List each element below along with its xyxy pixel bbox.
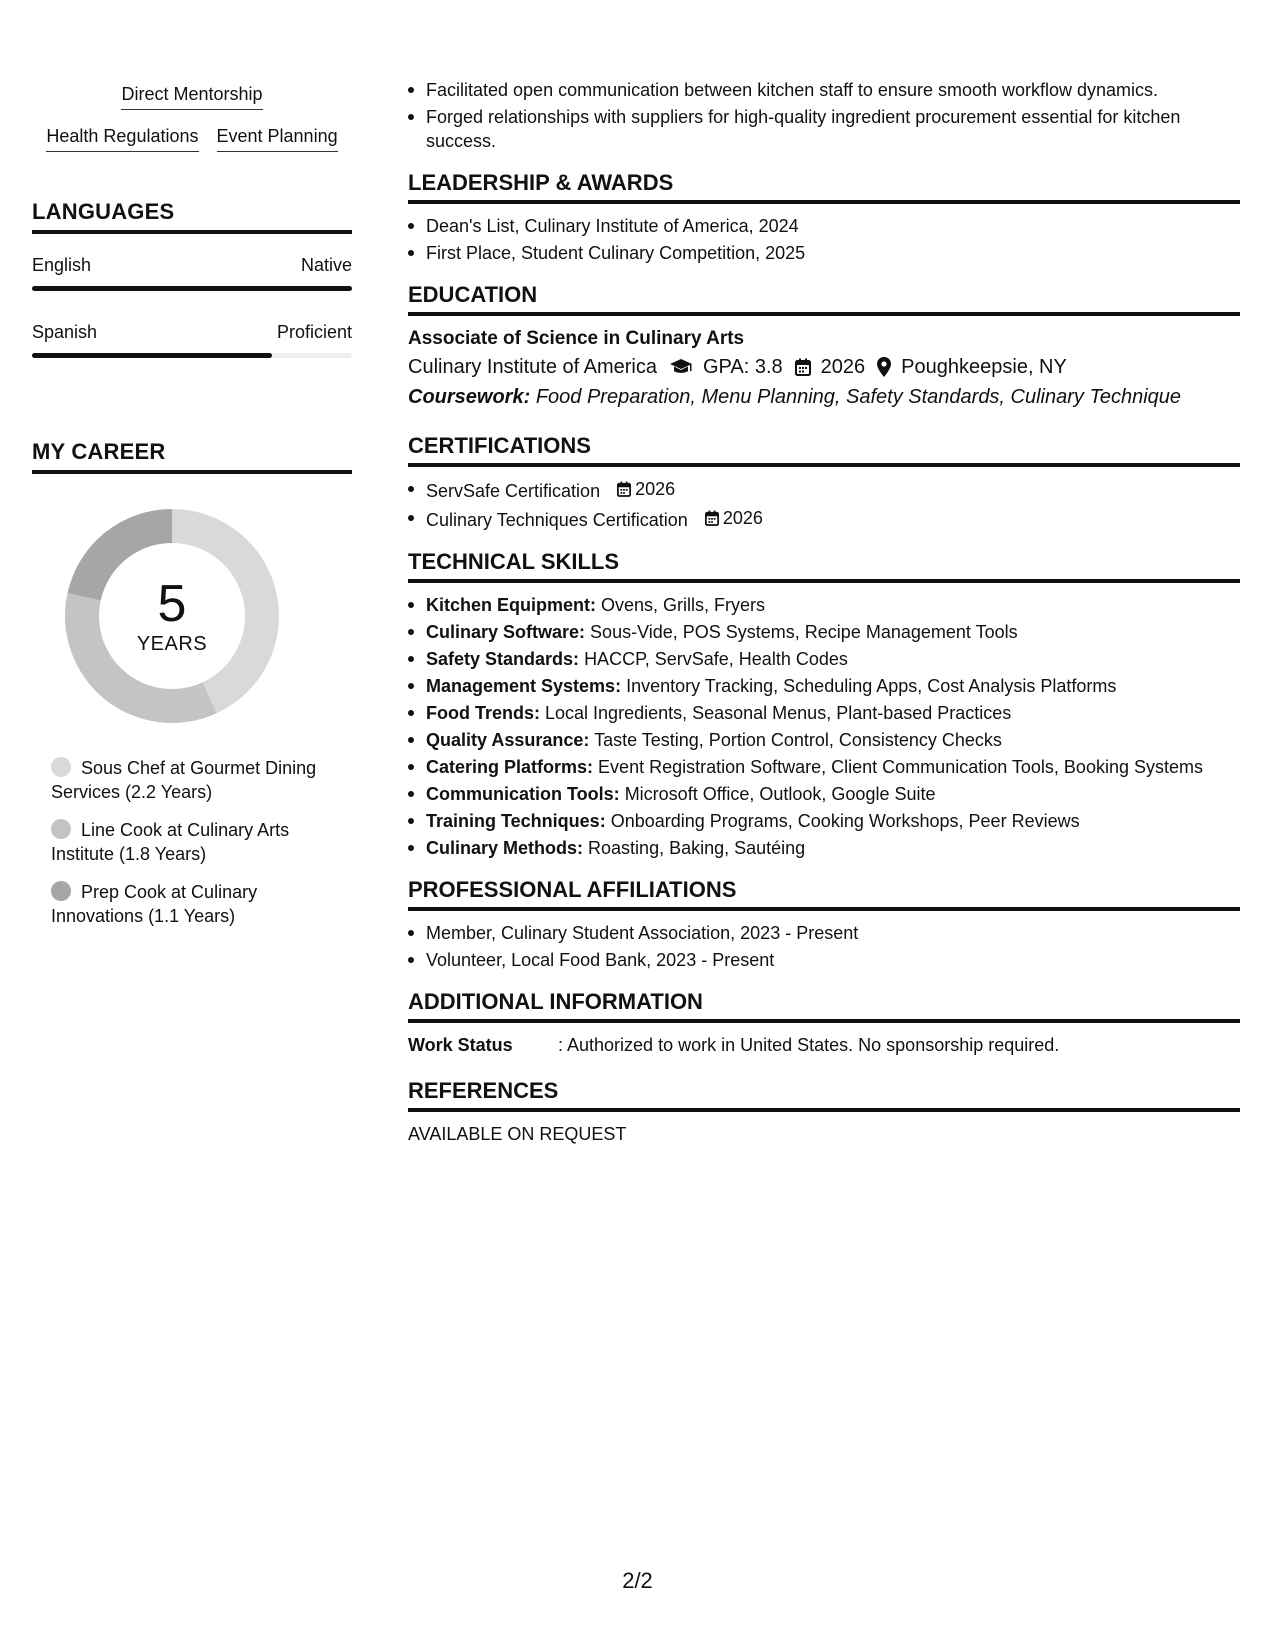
language-item	[32, 254, 352, 291]
skill-value: HACCP, ServSafe, Health Codes	[584, 649, 848, 669]
references-text: AVAILABLE ON REQUEST	[408, 1124, 627, 1144]
calendar-icon	[617, 481, 631, 497]
legend-label: Prep Cook at Culinary Innovations (1.1 Years)	[51, 882, 258, 926]
experience-bullet: Forged relationships with suppliers for high-quality ingredient procurement essential for kitchen success.	[408, 105, 1240, 153]
career-donut-chart	[32, 496, 352, 736]
language-bar-fill	[32, 286, 352, 291]
technical-skill-item	[408, 728, 1240, 752]
coursework-label: Coursework:	[408, 386, 531, 408]
left-column	[32, 82, 352, 942]
language-name: Spanish	[32, 322, 98, 342]
certification-item	[408, 477, 1240, 503]
technical-skill-item	[408, 836, 1240, 860]
skill-label: Communication Tools:	[426, 784, 620, 804]
legend-dot	[51, 881, 71, 901]
page-number: 2/2	[622, 1568, 653, 1593]
skill-value: Local Ingredients, Seasonal Menus, Plant-based Practices	[545, 703, 1012, 723]
technical-skill-item	[408, 782, 1240, 806]
leadership-item: First Place, Student Culinary Competition, 2025	[408, 241, 1240, 265]
skill-tag: Event Planning	[217, 124, 338, 152]
technical-skill-item	[408, 620, 1240, 644]
skill-label: Management Systems:	[426, 676, 622, 696]
certification-year: 2026	[722, 508, 763, 528]
skill-label: Culinary Software:	[426, 622, 586, 642]
references-heading: REFERENCES	[408, 1077, 1240, 1112]
affiliations-heading: PROFESSIONAL AFFILIATIONS	[408, 876, 1240, 911]
skill-value: Onboarding Programs, Cooking Workshops, Peer Reviews	[610, 811, 1080, 831]
technical-skill-item	[408, 701, 1240, 725]
experience-bullet: Facilitated open communication between kitchen staff to ensure smooth workflow dynamics.	[408, 78, 1240, 102]
technical-skill-item	[408, 809, 1240, 833]
education-gpa: GPA: 3.8	[703, 356, 783, 378]
right-column	[408, 78, 1240, 1146]
language-level: Proficient	[276, 322, 352, 342]
education-details	[408, 352, 1240, 382]
leadership-item: Dean's List, Culinary Institute of America, 2024	[408, 214, 1240, 238]
skill-label: Culinary Methods:	[426, 838, 584, 858]
education-heading: EDUCATION	[408, 281, 1240, 316]
leadership-list	[408, 214, 1240, 265]
language-level: Native	[300, 255, 352, 275]
education-school: Culinary Institute of America	[408, 356, 657, 378]
work-status-value: : Authorized to work in United States. No sponsorship required.	[558, 1035, 1060, 1055]
career-total-unit: YEARS	[136, 633, 208, 655]
skill-value: Event Registration Software, Client Communication Tools, Booking Systems	[598, 757, 1203, 777]
career-total-number: 5	[157, 575, 187, 633]
skill-label: Safety Standards:	[426, 649, 580, 669]
legend-dot	[51, 819, 71, 839]
leadership-heading: LEADERSHIP & AWARDS	[408, 169, 1240, 204]
language-bar	[32, 286, 352, 291]
technical-skill-item	[408, 647, 1240, 671]
career-heading: MY CAREER	[32, 438, 352, 474]
legend-item	[51, 756, 341, 804]
legend-label: Line Cook at Culinary Arts Institute (1.8 Years)	[51, 820, 290, 864]
technical-skill-item	[408, 593, 1240, 617]
certification-name: Culinary Techniques Certification	[426, 510, 688, 530]
skill-label: Kitchen Equipment:	[426, 595, 596, 615]
career-legend	[32, 756, 352, 928]
language-bar-fill	[32, 353, 272, 358]
legend-item	[51, 818, 341, 866]
education-year: 2026	[820, 356, 866, 378]
education-degree: Associate of Science in Culinary Arts	[408, 328, 745, 349]
affiliation-item: Member, Culinary Student Association, 2023 - Present	[408, 921, 1240, 945]
skill-value: Roasting, Baking, Sautéing	[588, 838, 806, 858]
skill-label: Quality Assurance:	[426, 730, 590, 750]
calendar-icon	[705, 510, 719, 526]
legend-item	[51, 880, 341, 928]
certification-name: ServSafe Certification	[426, 481, 601, 501]
certification-item	[408, 506, 1240, 532]
skill-label: Training Techniques:	[426, 811, 606, 831]
technical-skills-list	[408, 593, 1240, 860]
graduation-cap-icon	[669, 358, 693, 376]
work-status-row	[408, 1033, 1240, 1057]
technical-skills-heading: TECHNICAL SKILLS	[408, 548, 1240, 583]
additional-info-heading: ADDITIONAL INFORMATION	[408, 988, 1240, 1023]
language-bar	[32, 353, 352, 358]
skill-tags-row	[32, 82, 352, 110]
skill-value: Sous-Vide, POS Systems, Recipe Management Tools	[590, 622, 1018, 642]
education-coursework	[408, 382, 1240, 412]
skill-value: Taste Testing, Portion Control, Consistency Checks	[594, 730, 1002, 750]
language-item	[32, 321, 352, 358]
calendar-icon	[795, 358, 811, 376]
languages-heading: LANGUAGES	[32, 198, 352, 234]
experience-bullets	[408, 78, 1240, 153]
skill-value: Inventory Tracking, Scheduling Apps, Cost Analysis Platforms	[626, 676, 1117, 696]
skill-label: Catering Platforms:	[426, 757, 594, 777]
certification-year: 2026	[635, 479, 676, 499]
technical-skill-item	[408, 674, 1240, 698]
skill-value: Microsoft Office, Outlook, Google Suite	[624, 784, 936, 804]
skill-label: Food Trends:	[426, 703, 540, 723]
skill-tags-row	[32, 124, 352, 152]
certifications-list	[408, 477, 1240, 532]
affiliation-item: Volunteer, Local Food Bank, 2023 - Present	[408, 948, 1240, 972]
legend-dot	[51, 757, 71, 777]
language-name: English	[32, 255, 92, 275]
affiliations-list	[408, 921, 1240, 972]
coursework-value: Food Preparation, Menu Planning, Safety Standards, Culinary Technique	[535, 386, 1182, 408]
skill-value: Ovens, Grills, Fryers	[601, 595, 766, 615]
education-location: Poughkeepsie, NY	[901, 356, 1067, 378]
technical-skill-item	[408, 755, 1240, 779]
skill-tag: Direct Mentorship	[121, 82, 262, 110]
work-status-label: Work Status	[408, 1035, 513, 1055]
map-pin-icon	[877, 357, 891, 377]
skill-tag: Health Regulations	[46, 124, 198, 152]
certifications-heading: CERTIFICATIONS	[408, 432, 1240, 467]
legend-label: Sous Chef at Gourmet Dining Services (2.2 Years)	[51, 758, 317, 802]
